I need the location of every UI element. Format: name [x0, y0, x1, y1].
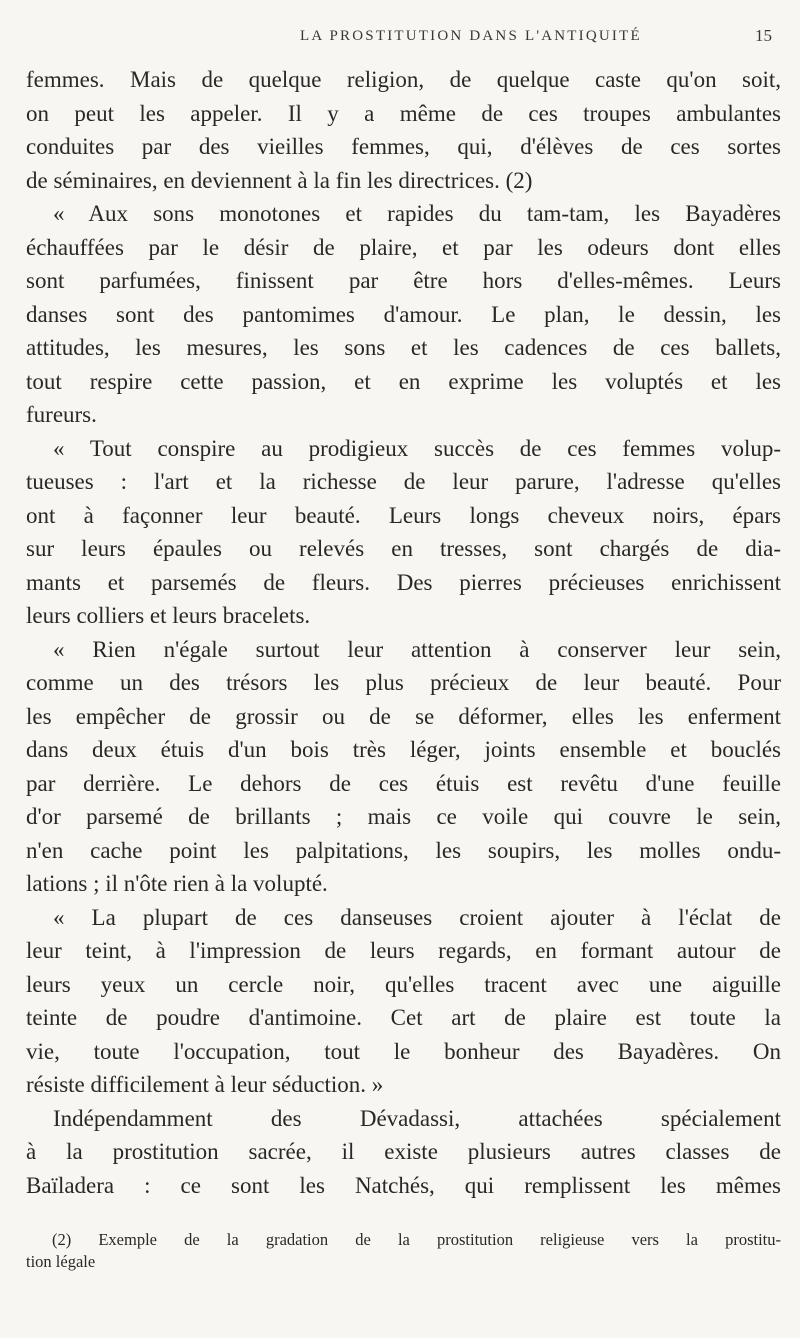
- text-line: tout respire cette passion, et en exprime les voluptés et les: [26, 368, 781, 394]
- text-line: ont à façonner leur beauté. Leurs longs cheveux noirs, épars: [26, 502, 781, 528]
- text-line: on peut les appeler. Il y a même de ces troupes ambulantes: [26, 100, 781, 126]
- footnote-line: tion légale: [26, 1252, 96, 1271]
- text-line: résiste difficilement à leur séduction. »: [26, 1072, 384, 1097]
- page-number: 15: [755, 26, 772, 45]
- text-line: tueuses : l'art et la richesse de leur parure, l'adresse qu'elles: [26, 469, 781, 494]
- text-line: Indépendamment des Dévadassi, attachées spécialement: [53, 1105, 781, 1131]
- text-line: vie, toute l'occupation, tout le bonheur des Bayadères. On: [26, 1038, 781, 1064]
- text-line: fureurs.: [26, 402, 97, 427]
- text-line: sur leurs épaules ou relevés en tresses, sont chargés de dia-: [26, 536, 781, 561]
- text-line: comme un des trésors les plus précieux de leur beauté. Pour: [26, 670, 781, 695]
- text-line: conduites par des vieilles femmes, qui, d'élèves de ces sortes: [26, 134, 781, 159]
- body-text: [26, 63, 781, 1202]
- text-line: mants et parsemés de fleurs. Des pierres précieuses enrichissent: [26, 569, 781, 595]
- running-head: LA PROSTITUTION DANS L'ANTIQUITÉ: [300, 28, 642, 44]
- text-line: échauffées par le désir de plaire, et par les odeurs dont elles: [26, 234, 781, 260]
- text-line: de séminaires, en deviennent à la fin les directrices. (2): [26, 167, 533, 193]
- text-line: « La plupart de ces danseuses croient ajouter à l'éclat de: [53, 904, 781, 930]
- text-line: d'or parsemé de brillants ; mais ce voile qui couvre le sein,: [26, 804, 781, 829]
- text-line: sont parfumées, finissent par être hors d'elles-mêmes. Leurs: [26, 268, 781, 293]
- text-line: par derrière. Le dehors de ces étuis est revêtu d'une feuille: [26, 770, 781, 796]
- text-line: danses sont des pantomimes d'amour. Le plan, le dessin, les: [26, 301, 781, 327]
- text-line: dans deux étuis d'un bois très léger, joints ensemble et bouclés: [26, 737, 781, 762]
- text-line: lations ; il n'ôte rien à la volupté.: [26, 871, 328, 896]
- text-line: n'en cache point les palpitations, les soupirs, les molles ondu-: [26, 837, 781, 863]
- text-line: Baïladera : ce sont les Natchés, qui remplissent les mêmes: [26, 1172, 781, 1198]
- text-line: leurs colliers et leurs bracelets.: [26, 603, 311, 628]
- footnote-line: (2) Exemple de la gradation de la prostitution religieuse vers la prostitu-: [52, 1230, 781, 1249]
- text-line: les empêcher de grossir ou de se déformer, elles les enferment: [26, 703, 781, 729]
- text-line: teinte de poudre d'antimoine. Cet art de plaire est toute la: [26, 1005, 781, 1030]
- text-line: « Rien n'égale surtout leur attention à conserver leur sein,: [53, 636, 781, 662]
- text-line: leur teint, à l'impression de leurs regards, en formant autour de: [26, 938, 781, 963]
- footnote: [26, 1229, 781, 1273]
- text-line: attitudes, les mesures, les sons et les cadences de ces ballets,: [26, 335, 781, 360]
- text-line: leurs yeux un cercle noir, qu'elles tracent avec une aiguille: [26, 971, 781, 997]
- text-line: femmes. Mais de quelque religion, de quelque caste qu'on soit,: [26, 67, 781, 92]
- text-line: « Aux sons monotones et rapides du tam-tam, les Bayadères: [53, 201, 781, 226]
- text-line: à la prostitution sacrée, il existe plusieurs autres classes de: [26, 1139, 781, 1164]
- text-line: « Tout conspire au prodigieux succès de ces femmes volup-: [53, 435, 781, 461]
